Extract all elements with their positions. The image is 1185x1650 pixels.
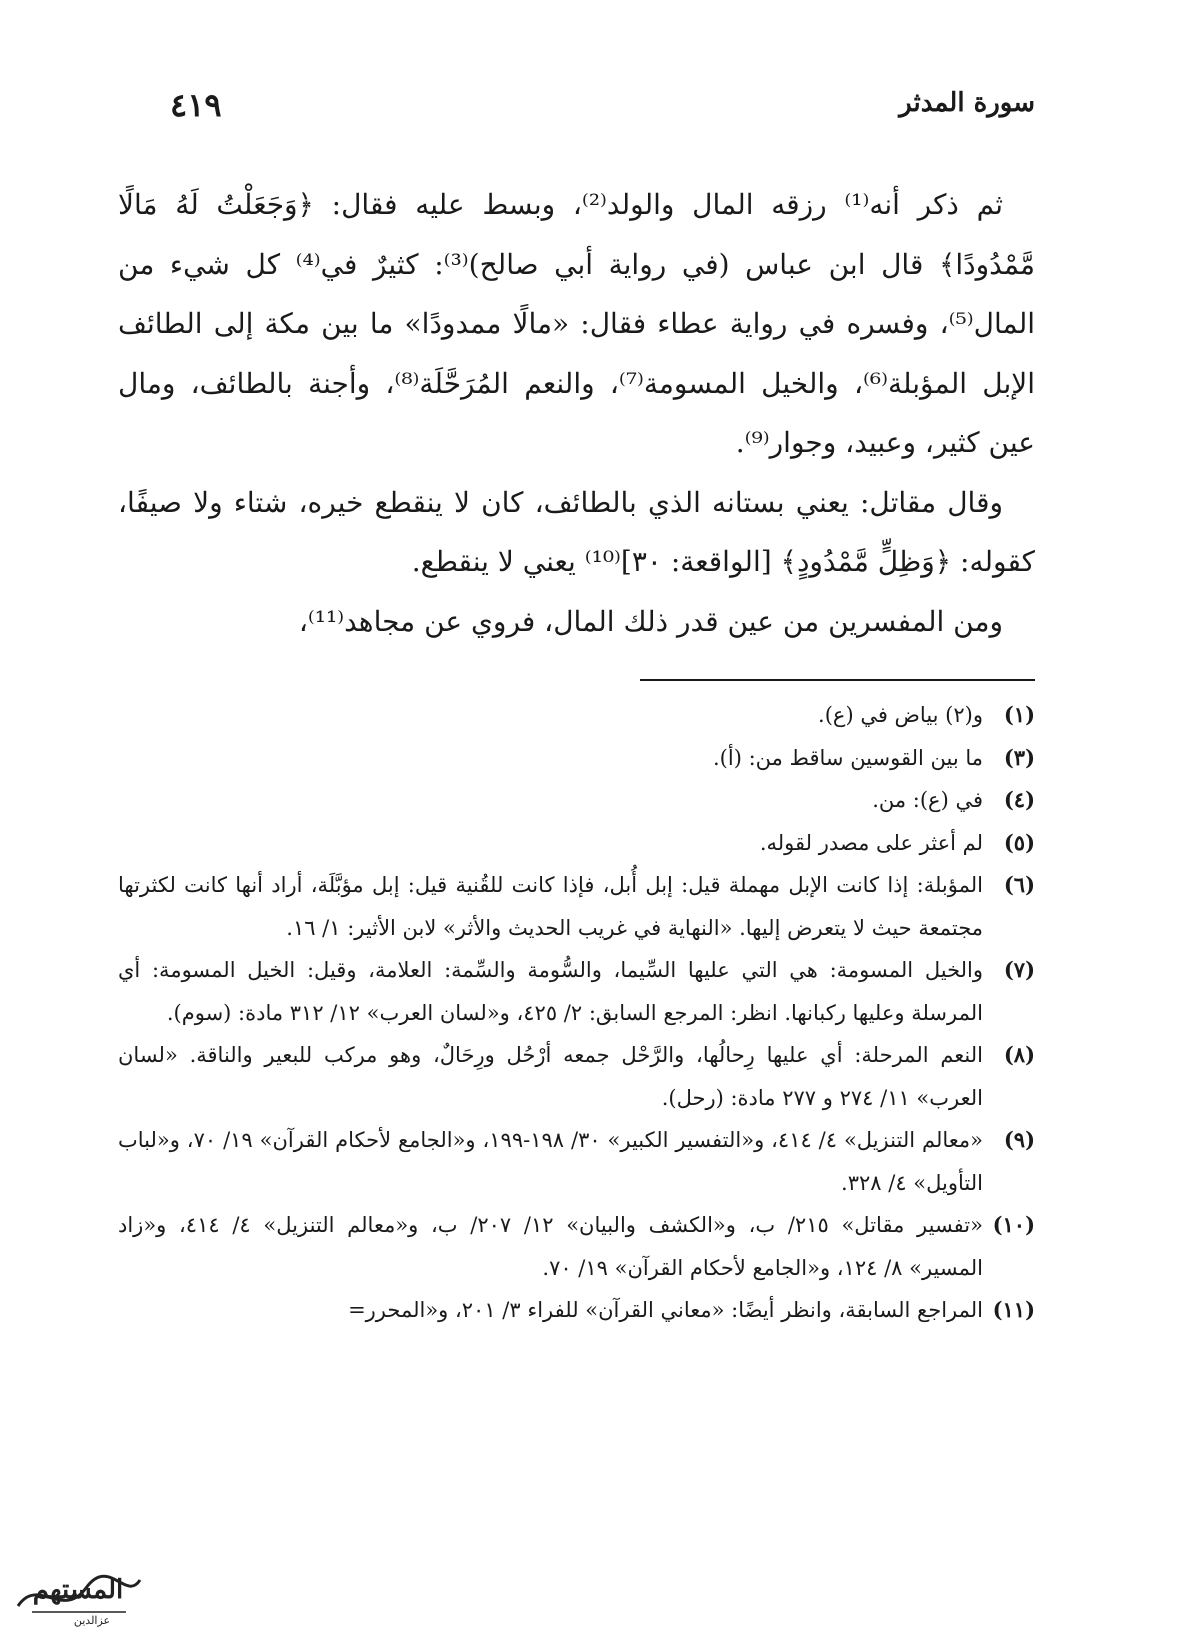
footnote-number: (٧) xyxy=(1003,957,1035,982)
footnote-number: (١١) xyxy=(992,1297,1035,1322)
footnote-number: (١٠) xyxy=(992,1212,1035,1237)
footnote-text: ما بين القوسين ساقط من: (أ). xyxy=(713,745,983,770)
main-paragraph: ومن المفسرين من عين قدر ذلك المال، فروي عن مجاهد⁽¹¹⁾، xyxy=(298,604,1003,638)
footnote-number: (٩) xyxy=(1003,1127,1035,1152)
footnote-number: (٦) xyxy=(1003,872,1035,897)
footnote-item xyxy=(118,1204,1035,1289)
footnote-item xyxy=(118,1289,1035,1332)
footnote-item xyxy=(118,1034,1035,1119)
library-stamp-title: المستهم xyxy=(32,1575,124,1605)
surah-title: سورة المدثر xyxy=(899,88,1035,118)
footnote-text: النعم المرحلة: أي عليها رِحالُها، والرَّحْل جمعه أرْحُل ورِحَالٌ، وهو مركب للبعير والناقة. «لسان العرب» ١١/ ٢٧٤ و ٢٧٧ مادة: (رحل). xyxy=(118,1043,983,1110)
footnote-divider xyxy=(640,679,1035,681)
footnote-text: المراجع السابقة، وانظر أيضًا: «معاني القرآن» للفراء ٣/ ٢٠١، و«المحرر= xyxy=(348,1298,983,1322)
footnote-item xyxy=(118,779,1035,822)
footnote-number: (٨) xyxy=(1003,1042,1035,1067)
footnote-text: و(٢) بياض في (ع). xyxy=(818,703,983,727)
footnote-number: (٣) xyxy=(1003,744,1035,770)
footnote-number: (٥) xyxy=(1003,829,1035,855)
library-stamp-logo xyxy=(8,1558,148,1628)
main-paragraph: وقال مقاتل: يعني بستانه الذي بالطائف، كان لا ينقطع خيره، شتاء ولا صيفًا، كقوله: ﴿وَظِلٍّ مَّمْدُودٍ﴾ [الواقعة: ٣٠]⁽¹⁰⁾ يعني لا ينقطع. xyxy=(118,485,1035,578)
main-text xyxy=(118,175,1035,651)
library-stamp xyxy=(8,1558,148,1628)
library-stamp-subtitle: عزالدين xyxy=(73,1614,111,1627)
footnote-item xyxy=(118,864,1035,949)
footnote-number: (٤) xyxy=(1003,787,1035,812)
footnotes xyxy=(118,694,1035,1332)
footnote-text: لم أعثر على مصدر لقوله. xyxy=(759,830,983,855)
footnote-number: (١) xyxy=(1003,702,1035,727)
footnote-item xyxy=(118,737,1035,780)
footnote-text: «معالم التنزيل» ٤/ ٤١٤، و«التفسير الكبير» ٣٠/ ١٩٨-١٩٩، و«الجامع لأحكام القرآن» ١٩/ ٧٠، و«لباب التأويل» ٤/ ٣٢٨. xyxy=(118,1128,983,1195)
page-header xyxy=(170,88,1035,128)
footnote-item xyxy=(118,822,1035,865)
footnote-item xyxy=(118,949,1035,1034)
page-number: ٤١٩ xyxy=(170,86,222,124)
footnote-text: في (ع): من. xyxy=(872,788,983,812)
footnote-item xyxy=(118,694,1035,737)
main-paragraph: ثم ذكر أنه⁽¹⁾ رزقه المال والولد⁽²⁾، وبسط عليه فقال: ﴿وَجَعَلْتُ لَهُ مَالًا مَّمْدُودًا﴾ قال ابن عباس (في رواية أبي صالح)⁽³⁾: كثيرٌ في⁽⁴⁾ كل شيء من المال⁽⁵⁾، وفسره في رواية عطاء فقال: «مالًا ممدودًا» ما بين مكة إلى الطائف الإبل المؤبلة⁽⁶⁾، والخيل المسومة⁽⁷⁾، والنعم المُرَحَّلَة⁽⁸⁾، وأجنة بالطائف، ومال عين كثير، وعبيد، وجوار⁽⁹⁾. xyxy=(118,188,1036,459)
footnote-text: «تفسير مقاتل» ٢١٥/ ب، و«الكشف والبيان» ١٢/ ٢٠٧/ ب، و«معالم التنزيل» ٤/ ٤١٤، و«زاد المسير» ٨/ ١٢٤، و«الجامع لأحكام القرآن» ١٩/ ٧٠. xyxy=(118,1213,983,1280)
footnote-text: المؤبلة: إذا كانت الإبل مهملة قيل: إبل أُبل، فإذا كانت للقُنية قيل: إبل مؤبَّلَة، أراد أنها كانت لكثرتها مجتمعة حيث لا يتعرض إليها. «النهاية في غريب الحديث والأثر» لابن الأثير: ١/ ١٦. xyxy=(118,873,983,940)
footnote-text: والخيل المسومة: هي التي عليها السِّيما، والسُّومة والسِّمة: العلامة، وقيل: الخيل المسومة: أي المرسلة وعليها ركبانها. انظر: المرجع السابق: ٢/ ٤٢٥، و«لسان العرب» ١٢/ ٣١٢ مادة: (سوم). xyxy=(118,958,983,1025)
footnote-item xyxy=(118,1119,1035,1204)
